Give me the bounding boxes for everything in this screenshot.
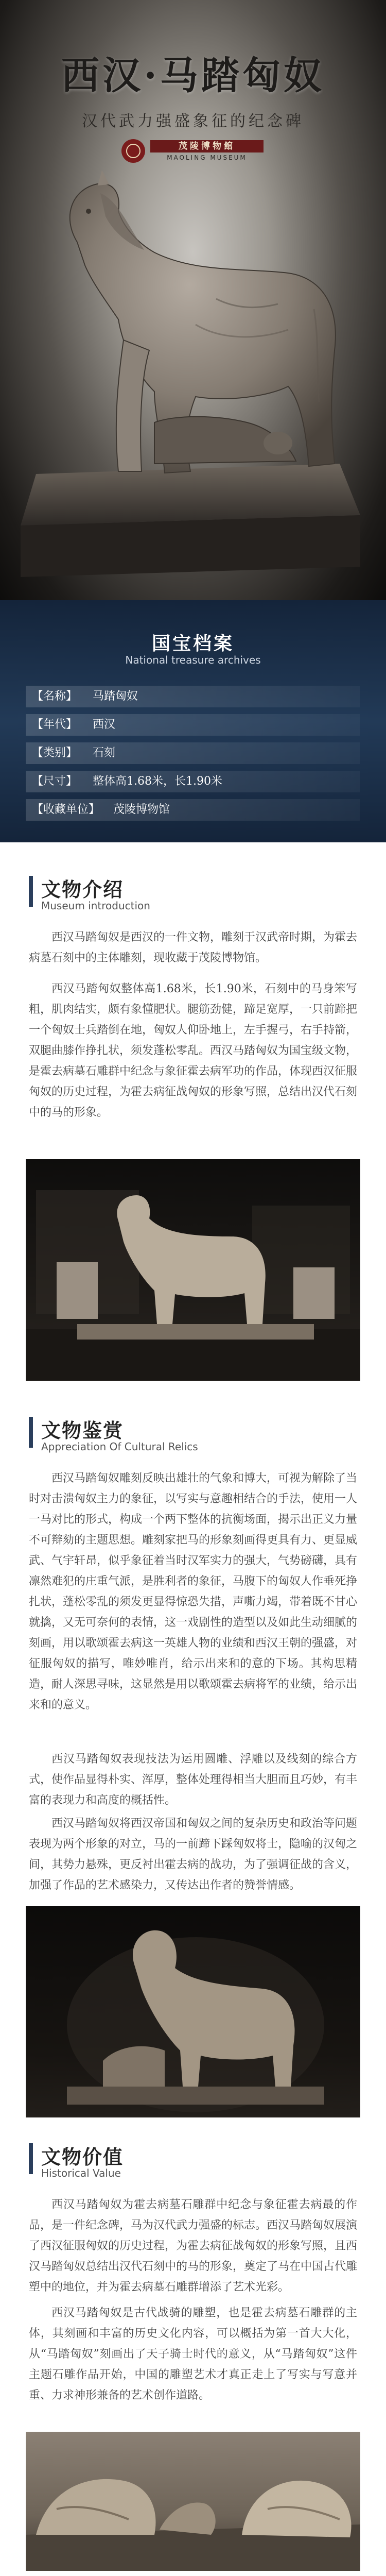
section-title: 文物鉴赏	[41, 1419, 124, 1442]
section-marker	[29, 2143, 33, 2174]
appreciation-paragraph: 西汉马踏匈奴将西汉帝国和匈奴之间的复杂历史和政治等问题表现为两个形象的对立，马的一前蹄下踩匈奴将士，隐喻的汉匈之间，其势力悬殊，更反衬出霍去病的战功，为了强调征战的含义，加强了作品的艺术感染力，又传达出作者的赞誉情感。	[29, 1817, 358, 1892]
value-paragraph: 西汉马踏匈奴为霍去病墓石雕群中纪念与象征霍去病最的作品，是一件纪念碑，马为汉代武力强盛的标志。西汉马踏匈奴展演了西汉征服匈奴的历史过程，为霍去病征战匈奴的形象写照，且西汉马踏匈奴总结出汉代石刻中的马的形象，奠定了马在中国古代雕塑中的地位，并为霍去病墓石雕群增添了艺术光彩。	[29, 2198, 358, 2294]
section-subtitle: Appreciation Of Cultural Relics	[41, 1440, 198, 1453]
archive-label: 【类别】	[32, 747, 78, 759]
intro-paragraph: 西汉马踏匈奴是西汉的一件文物，雕刻于汉武帝时期，为霍去病墓石刻中的主体雕刻，现收藏于茂陵博物馆。	[29, 931, 358, 964]
section-title: 文物介绍	[41, 878, 124, 901]
section-value-header	[0, 2138, 386, 2190]
archive-label: 【尺寸】	[32, 775, 78, 788]
archive-rows	[26, 686, 360, 827]
archive-row-size	[26, 771, 360, 792]
archive-value: 马踏匈奴	[93, 690, 138, 703]
archive-value: 西汉	[93, 718, 116, 731]
logo-text-cn: 茂陵博物館	[150, 140, 264, 152]
archive-label: 【名称】	[32, 690, 78, 703]
hero-subtitle: 汉代武力强盛象征的纪念碑	[82, 112, 304, 130]
section-subtitle: Museum introduction	[41, 900, 150, 912]
archive-title: 国宝档案	[151, 633, 234, 654]
archive-row-category	[26, 742, 360, 764]
section-intro-header	[0, 871, 386, 922]
section-subtitle: Historical Value	[41, 2167, 121, 2179]
intro-paragraph: 西汉马踏匈奴整体高1.68米，长1.90米，石刻中的马身笨写粗，肌肉结实，颇有象懂肥状。腿筋劲健，蹄足宽厚，一只前蹄把一个匈奴士兵踏倒在地，匈奴人仰卧地上，左手握弓，右手持箭，双腿曲膝作挣扎状，须发蓬松零乱。西汉马踏匈奴为国宝级文物，是霍去病墓石雕群中纪念与象征霍去病军功的作品，体现西汉征服匈奴的历史过程，为霍去病征战匈奴的形象写照，总结出汉代石刻中的马的形象。	[29, 982, 358, 1119]
archive-row-name	[26, 686, 360, 707]
archive-value: 石刻	[93, 747, 116, 759]
archive-row-era	[26, 714, 360, 736]
archive-value: 茂陵博物馆	[113, 803, 170, 816]
archive-subtitle: National treasure archives	[125, 654, 261, 666]
appreciation-paragraph: 西汉马踏匈奴雕刻反映出雄壮的气象和博大，可视为解除了当时对击溃匈奴主力的象征，以写实与意趣相结合的手法，使用一人一马对比的形式，构成一个两下整体的抗衡场面，揭示出正义力量不可辩劾的主题思想。雕刻家把马的形象刻画得更具有力、更显威武、气宇轩昂，似乎象征着当时汉军实力的强大，气势磅礴，具有凛然难犯的庄重气派，是胜利者的象征，马腹下的匈奴人作垂死挣扎状，蓬松零乱的须发更显得惊恐失措，声嘶力竭，带着既不甘心就擒，又无可奈何的表情，这一戏剧性的造型以及如此生动细腻的刻画，用以歌颂霍去病这一英雄人物的业绩和西汉王朝的强盛，对征服匈奴的描写，唯妙唯肖，给示出来和的意的下场。其构思精造，耐人深思寻味，这显然是用以歌颂霍去病将军的业绩，给示出来和的意义。	[29, 1472, 358, 1711]
stone-carvings-outdoor-image	[26, 2432, 360, 2571]
section-title: 文物价值	[41, 2145, 124, 2168]
archive-label: 【年代】	[32, 718, 78, 731]
appreciation-paragraph: 西汉马踏匈奴表现技法为运用圆雕、浮雕以及线刻的综合方式，使作品显得朴实、浑厚，整体处理得相当大胆而且巧妙，有丰富的表现力和高度的概括性。	[29, 1753, 358, 1807]
archive-value: 整体高1.68米，长1.90米	[93, 775, 222, 788]
archive-row-collection	[26, 799, 360, 821]
value-photo	[26, 2432, 360, 2571]
value-paragraph: 西汉马踏匈奴是古代战骑的雕塑，也是霍去病墓石雕群的主体，其刻画和丰富的历史文化内容，可以概括为第一首大大化，从“马踏匈奴”刻画出了天子骑士时代的意义，从“马踏匈奴”这件主题石雕作品开始，中国的雕塑艺术才真正走上了写实与写意并重、力求神形兼备的艺术创作道路。	[29, 2307, 357, 2402]
sculpture-closeup-image	[26, 1906, 360, 2117]
archive-label: 【收藏单位】	[32, 803, 100, 816]
horse-sculpture-image	[0, 155, 386, 600]
section-appreciation-header	[0, 1412, 386, 1463]
appreciation-photo	[26, 1906, 360, 2117]
museum-display-image	[26, 1159, 360, 1381]
logo-text-en: MAOLING MUSEUM	[167, 154, 247, 161]
hero-title: 西汉·马踏匈奴	[61, 54, 325, 98]
archive-panel	[0, 600, 386, 842]
hero-banner	[0, 0, 386, 600]
section-marker	[29, 1417, 33, 1448]
intro-photo	[26, 1159, 360, 1381]
section-marker	[29, 876, 33, 907]
